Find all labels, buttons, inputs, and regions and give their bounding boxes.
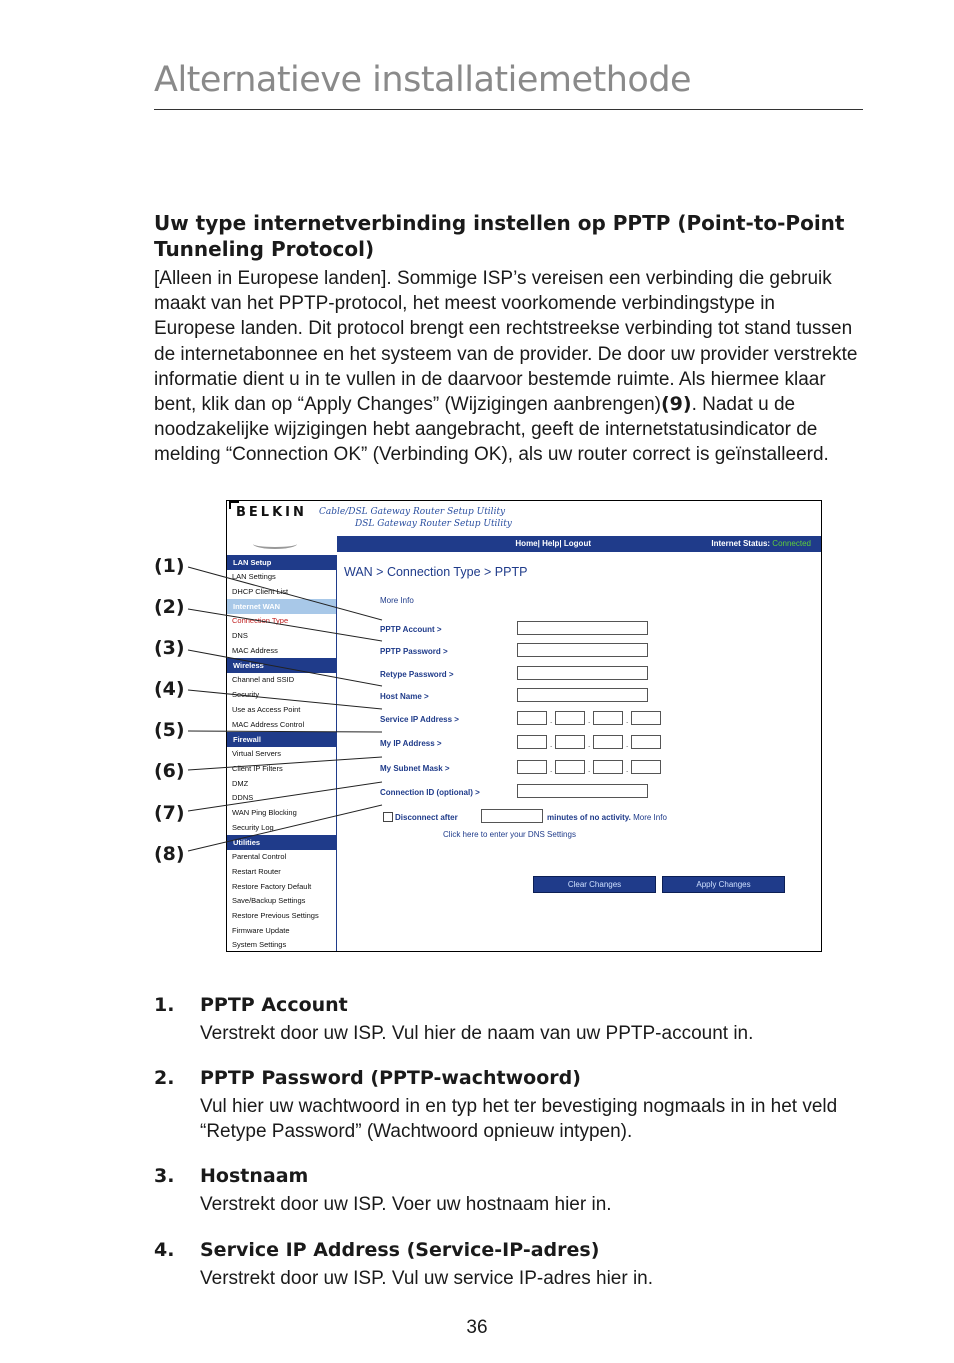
retype-password-label: Retype Password > — [380, 670, 454, 679]
router-screenshot — [226, 500, 822, 952]
sidebar-item[interactable]: DMZ — [232, 778, 249, 788]
ip-separator: . — [588, 716, 591, 725]
sidebar-item[interactable]: LAN Settings — [232, 572, 276, 581]
my-ip-octet[interactable] — [631, 735, 661, 749]
ip-separator: . — [626, 740, 629, 749]
ip-separator: . — [550, 765, 553, 774]
list-title: PPTP Password (PPTP-wachtwoord) — [200, 1067, 581, 1089]
subnet-octet[interactable] — [517, 760, 547, 774]
sidebar-section-header: Wireless — [227, 658, 336, 673]
service-ip-label: Service IP Address > — [380, 715, 459, 724]
sidebar-item[interactable]: Security Log — [232, 822, 274, 832]
sidebar-item[interactable]: Restore Factory Default — [232, 881, 312, 891]
list-number: 1. — [154, 994, 175, 1016]
list-description: Verstrekt door uw ISP. Vul hier de naam van uw PPTP-account in. — [200, 1023, 754, 1044]
dns-settings-link[interactable]: Click here to enter your DNS Settings — [443, 830, 576, 839]
list-description: Verstrekt door uw ISP. Vul uw service IP-adres hier in. — [200, 1268, 654, 1289]
subnet-mask-label: My Subnet Mask > — [380, 764, 450, 773]
my-ip-octet[interactable] — [593, 735, 623, 749]
logo-swoosh — [253, 539, 297, 549]
brand-row — [227, 501, 821, 535]
ip-separator: . — [550, 740, 553, 749]
my-ip-label: My IP Address > — [380, 739, 442, 748]
callout-5: (5) — [154, 719, 185, 741]
intro-text-before: [Alleen in Europese landen]. Sommige ISP’s vereisen een verbinding die gebruik maakt van het PPTP-protocol, het meest voorkomende verbindingstype in Europese landen. Dit protocol brengt een rechtstreekse verbinding tot stand tussen de internetabonnee en het systeem van de provider. De door uw provider verstrekte informatie dient u in te vullen in de daarvoor bestemde ruimte. Als hiermee klaar bent, klik dan op “Apply Changes” (Wijzigingen aanbrengen) — [154, 268, 858, 416]
sidebar-item[interactable]: DNS — [232, 631, 248, 641]
connection-id-label: Connection ID (optional) > — [380, 788, 480, 797]
service-ip-octet[interactable] — [517, 711, 547, 725]
pptp-account-input[interactable] — [517, 621, 648, 635]
sidebar-item[interactable]: MAC Address — [232, 645, 278, 655]
callout-7: (7) — [154, 802, 185, 824]
connection-id-input[interactable] — [517, 784, 648, 798]
sidebar-item[interactable]: Parental Control — [232, 852, 287, 862]
page-title: Alternatieve installatiemethode — [154, 60, 692, 100]
sidebar-item[interactable]: Restore Previous Settings — [232, 911, 319, 921]
host-name-input[interactable] — [517, 688, 648, 702]
callout-3: (3) — [154, 637, 185, 659]
service-ip-octet[interactable] — [555, 711, 585, 725]
list-title: PPTP Account — [200, 994, 348, 1016]
sidebar-item[interactable]: MAC Address Control — [232, 719, 305, 729]
host-name-label: Host Name > — [380, 692, 429, 701]
ip-separator: . — [626, 765, 629, 774]
sidebar-item[interactable]: Save/Backup Settings — [232, 896, 306, 906]
list-title: Service IP Address (Service-IP-adres) — [200, 1239, 600, 1261]
list-number: 3. — [154, 1165, 175, 1187]
subnet-octet[interactable] — [593, 760, 623, 774]
disconnect-more-info-link[interactable]: More Info — [633, 813, 667, 822]
my-ip-octet[interactable] — [517, 735, 547, 749]
belkin-logo: BELKIN — [236, 505, 307, 520]
pptp-password-label: PPTP Password > — [380, 647, 448, 656]
service-ip-octet[interactable] — [593, 711, 623, 725]
logo-tagline: Cable/DSL Gateway Router Setup Utility — [319, 507, 506, 517]
breadcrumb: WAN > Connection Type > PPTP — [344, 565, 528, 579]
status-label: Internet Status: — [711, 539, 771, 548]
sidebar-section-header: Internet WAN — [227, 599, 336, 614]
sidebar-item[interactable]: Client IP Filters — [232, 763, 283, 773]
status-value: Connected — [772, 539, 811, 548]
list-number: 2. — [154, 1067, 175, 1089]
intro-text-after: . Nadat u de noodzakelijke wijzigingen hebt aangebracht, geeft de internetstatusindicator de melding “Connection OK” (Verbinding OK), als uw router correct is geïnstalleerd. — [154, 394, 829, 466]
title-rule — [154, 109, 863, 110]
more-info-link[interactable]: More Info — [380, 596, 414, 605]
sidebar-item[interactable]: DDNS — [232, 793, 254, 803]
logo-subline: DSL Gateway Router Setup Utility — [355, 519, 512, 529]
service-ip-octet[interactable] — [631, 711, 661, 725]
subnet-octet[interactable] — [555, 760, 585, 774]
disconnect-checkbox[interactable] — [383, 812, 393, 822]
disconnect-after-label: minutes of no activity. — [547, 813, 631, 822]
callout-6: (6) — [154, 760, 185, 782]
subnet-octet[interactable] — [631, 760, 661, 774]
page-number: 36 — [466, 1317, 488, 1338]
sidebar-section-header: Firewall — [227, 732, 336, 747]
callout-2: (2) — [154, 596, 185, 618]
top-nav-links[interactable]: Home| Help| Logout — [515, 539, 591, 548]
ip-separator: . — [588, 740, 591, 749]
my-ip-octet[interactable] — [555, 735, 585, 749]
sidebar-item[interactable]: Firmware Update — [232, 925, 290, 935]
sidebar-item[interactable]: WAN Ping Blocking — [232, 807, 297, 817]
internet-status — [711, 539, 811, 548]
pptp-account-label: PPTP Account > — [380, 625, 442, 634]
top-bar — [337, 536, 821, 552]
ip-separator: . — [588, 765, 591, 774]
apply-changes-button[interactable]: Apply Changes — [662, 876, 785, 893]
clear-changes-button[interactable]: Clear Changes — [533, 876, 656, 893]
list-description: Verstrekt door uw ISP. Voer uw hostnaam hier in. — [200, 1194, 612, 1215]
list-number: 4. — [154, 1239, 175, 1261]
ip-separator: . — [550, 716, 553, 725]
disconnect-label: Disconnect after — [395, 813, 458, 822]
list-description: Vul hier uw wachtwoord in en typ het ter bevestiging nogmaals in in het veld “Retype Password” (Wachtwoord opnieuw intypen). — [200, 1096, 838, 1142]
sidebar-item[interactable]: Connection Type — [232, 616, 289, 626]
retype-password-input[interactable] — [517, 666, 648, 680]
sidebar-item[interactable]: Virtual Servers — [232, 749, 282, 759]
list-title: Hostnaam — [200, 1165, 309, 1187]
section-heading: Uw type internetverbinding instellen op PPTP (Point-to-Point Tunneling Protocol) — [154, 211, 845, 261]
callout-4: (4) — [154, 678, 185, 700]
disconnect-after-text — [547, 813, 667, 822]
sidebar-section-header: LAN Setup — [227, 555, 336, 570]
callout-8: (8) — [154, 843, 185, 865]
sidebar-item[interactable]: Use as Access Point — [232, 704, 301, 714]
sidebar-section-header: Utilities — [227, 835, 336, 850]
sidebar-item[interactable]: Channel and SSID — [232, 675, 295, 685]
ip-separator: . — [626, 716, 629, 725]
sidebar-item[interactable]: Security — [232, 690, 260, 700]
intro-ref: (9) — [660, 393, 692, 416]
sidebar-item[interactable]: System Settings — [232, 940, 287, 950]
sidebar-item[interactable]: DHCP Client List — [232, 586, 289, 596]
disconnect-minutes-input[interactable] — [481, 809, 543, 823]
sidebar-menu — [227, 555, 337, 951]
sidebar-item[interactable]: Restart Router — [232, 867, 281, 876]
pptp-password-input[interactable] — [517, 643, 648, 657]
callout-1: (1) — [154, 555, 185, 577]
intro-paragraph — [154, 266, 859, 468]
